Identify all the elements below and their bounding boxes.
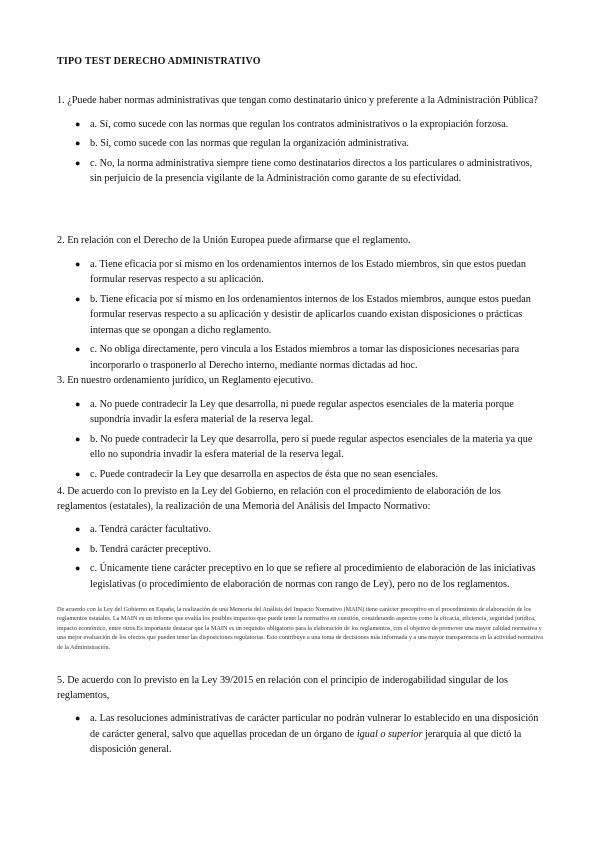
bullet-icon: ● — [75, 118, 81, 129]
option-text: c. No obliga directamente, pero vincula a los Estados miembros a tomar las disposiciones necesarias para incorporarlo o trasponerlo al Derecho interno, mediante normas dictadas ad hoc. — [90, 344, 520, 371]
bullet-icon: ● — [75, 293, 81, 304]
option-text: c. No, la norma administrativa siempre tiene como destinatarios directos a los particulares o administrativos, sin perjuicio de la presencia vigilante de la Administración como garante de su efectividad. — [90, 157, 533, 184]
question-text: 2. En relación con el Derecho de la Unión Europea puede afirmarse que el reglamento. — [57, 235, 411, 246]
option-text: c. Únicamente tiene carácter preceptivo en lo que se refiere al procedimiento de elaboración de las iniciativas legislativas (o procedimiento de elaboración de normas con rango de Ley), pero no de los reglamentos. — [90, 563, 536, 590]
option-emphasis: igual o superior — [356, 728, 423, 740]
question-3 — [57, 374, 543, 486]
bullet-icon: ● — [75, 138, 81, 148]
option-item — [57, 397, 543, 428]
option-text: a. No puede contradecir la Ley que desarrolla, ni puede regular aspectos esenciales de la materia porque supondría invadir la esfera material de la reserva legal. — [90, 398, 514, 425]
options-list — [57, 711, 543, 758]
option-text: a. Tendrá carácter facultativo. — [90, 524, 211, 535]
option-item — [57, 542, 543, 558]
bullet-icon: ● — [75, 157, 81, 168]
option-item — [57, 342, 543, 373]
question-1 — [57, 94, 543, 191]
options-list — [57, 522, 543, 592]
option-text-tail: jerarquía al que dictó la disposición general. — [90, 728, 522, 755]
bullet-icon: ● — [75, 344, 81, 354]
option-text: b. Tiene eficacia por sí mismo en los ordenamientos internos de los Estados miembros, aunque estos puedan formular reservas respecto a su aplicación y desistir de aplicarlos cuando existan disposiciones o prácticas internas que se opongan a dicho reglamento. — [90, 293, 531, 336]
option-text: a. Las resoluciones administrativas de carácter particular no podrán vulnerar lo establecido en una disposición de carácter general, salvo que aquellas procedan de un órgano de — [90, 713, 539, 740]
option-text: c. Puede contradecir la Ley que desarrolla en aspectos de ésta que no sean esenciales. — [90, 468, 438, 480]
option-item — [57, 292, 543, 339]
option-text: b. No puede contradecir la Ley que desarrolla, pero sí puede regular aspectos esenciales de la materia ya que ello no supondría invadir la esfera material de la reserva legal. — [90, 433, 533, 460]
option-item — [57, 561, 543, 592]
option-text: b. Sí, como sucede con las normas que regulan la organización administrativa. — [90, 138, 409, 149]
bullet-icon: ● — [75, 543, 81, 554]
option-item — [57, 117, 543, 133]
bullet-icon: ● — [75, 563, 81, 573]
bullet-icon: ● — [75, 468, 81, 479]
options-list — [57, 257, 543, 374]
option-text: a. Tiene eficacia por sí mismo en los ordenamientos internos de los Estado miembros, sin que estos puedan formular reservas respecto a su aplicación. — [90, 258, 527, 285]
bullet-icon: ● — [75, 713, 81, 723]
option-item — [57, 467, 543, 483]
question-text: 1. ¿Puede haber normas administrativas que tengan como destinatario único y preferente a la Administración Pública? — [57, 95, 538, 106]
question-4 — [57, 485, 543, 596]
question-text: 4. De acuerdo con lo previsto en la Ley del Gobierno, en relación con el procedimiento de elaboración de los reglamentos (estatales), la realización de una Memoria del Análisis del Impacto Normativo: — [57, 486, 501, 512]
bullet-icon: ● — [75, 258, 81, 269]
options-list — [57, 397, 543, 483]
option-item — [57, 432, 543, 463]
option-item — [57, 156, 543, 187]
bullet-icon: ● — [75, 398, 81, 409]
option-item — [57, 522, 543, 538]
question-text: 3. En nuestro ordenamiento jurídico, un Reglamento ejecutivo. — [57, 375, 314, 386]
document-title: TIPO TEST DERECHO ADMINISTRATIVO — [57, 56, 261, 67]
bullet-icon: ● — [75, 433, 81, 444]
option-item — [57, 257, 543, 288]
option-text: a. Sí, como sucede con las normas que regulan los contratos administrativos o la expropiación forzosa. — [90, 118, 509, 130]
explanatory-note: De acuerdo con la Ley del Gobierno en España, la realización de una Memoria del Análisis del Impacto Normativo (MAIN) tiene carácter preceptivo en el procedimiento de elaboración de los reglamentos estatales. La MAIN es un informe que evalúa los posibles impactos que puede tener la normativa en cuestión, considerando aspectos como la eficacia, eficiencia, seguridad jurídica, impacto económico, entre otros.Es importante destacar que la MAIN es un requisito obligatorio para la elaboración de los reglamentos, con el objetivo de promover una mayor calidad normativa y una mejor evaluación de los efectos que pueden tener las disposiciones regulatorias. Esto contribuye a una toma de decisiones más informada y a una mayor transparencia en la actividad normativa de la Administración. — [57, 606, 543, 651]
option-item — [57, 711, 543, 758]
question-5 — [57, 674, 543, 762]
options-list — [57, 117, 543, 187]
question-text: 5. De acuerdo con lo previsto en la Ley 39/2015 en relación con el principio de inderogabilidad singular de los reglamentos, — [57, 675, 508, 701]
option-item — [57, 136, 543, 152]
bullet-icon: ● — [75, 524, 81, 534]
question-2 — [57, 234, 543, 377]
option-text: b. Tendrá carácter preceptivo. — [90, 543, 211, 555]
